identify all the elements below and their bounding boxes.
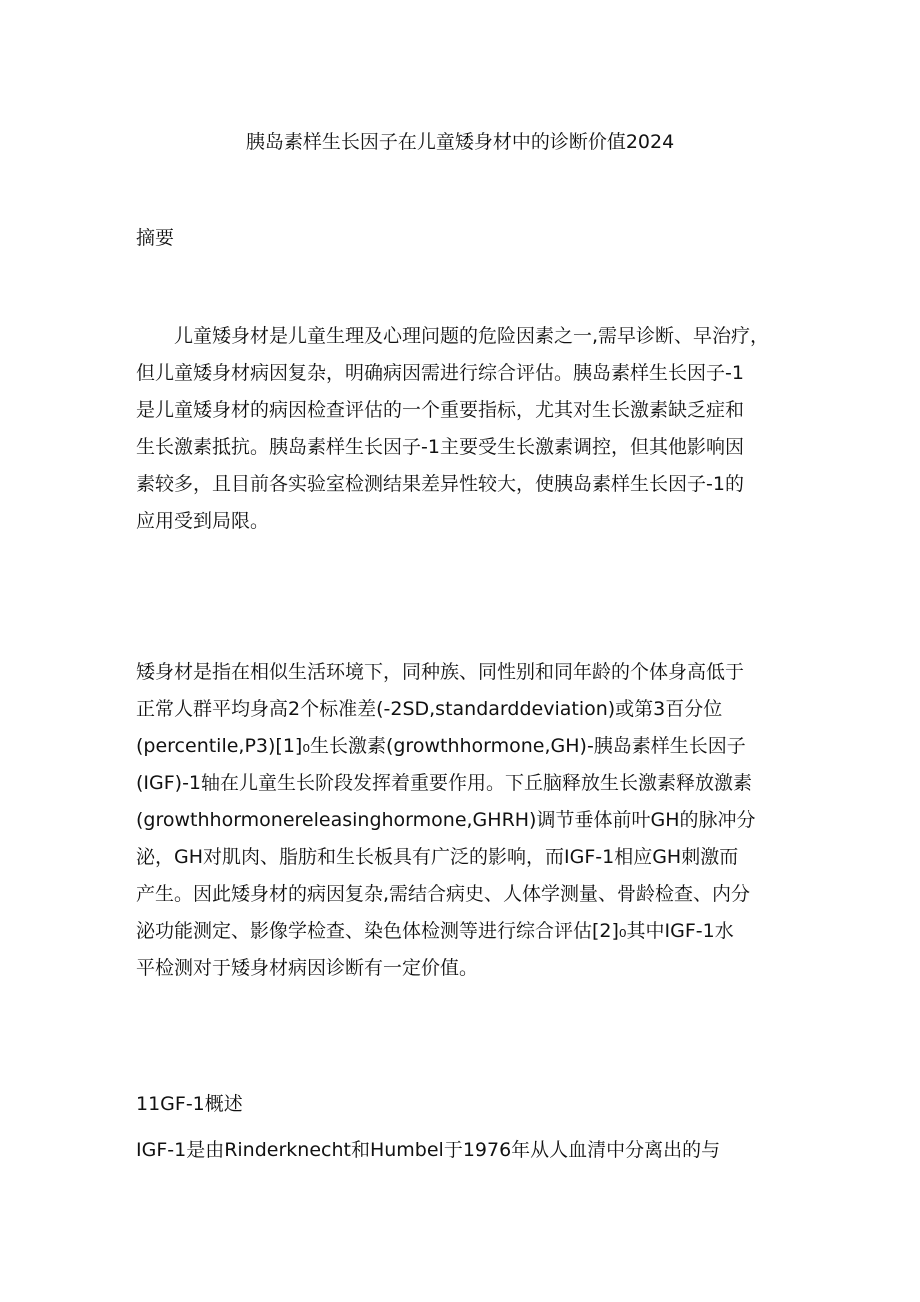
abstract-line: 是儿童矮身材的病因检查评估的一个重要指标，尤其对生长激素缺乏症和 (136, 399, 745, 421)
body-line: 产生。因此矮身材的病因复杂,需结合病史、人体学测量、骨龄检查、内分 (136, 883, 751, 905)
document-title: 胰岛素样生长因子在儿童矮身材中的诊断价值2024 (245, 131, 675, 153)
body-line: 正常人群平均身高2个标准差(-2SD,standarddeviation)或第3百分位 (136, 698, 723, 720)
abstract-line: 生长激素抵抗。胰岛素样生长因子-1主要受生长激素调控，但其他影响因 (136, 436, 744, 458)
body-line: 矮身材是指在相似生活环境下，同种族、同性别和同年龄的个体身高低于 (136, 661, 745, 683)
abstract-line: 但儿童矮身材病因复杂，明确病因需进行综合评估。胰岛素样生长因子-1 (136, 362, 744, 384)
abstract-line: 儿童矮身材是儿童生理及心理问题的危险因素之一,需早诊断、早治疗， (174, 325, 770, 347)
section-heading: 11GF-1概述 (136, 1093, 243, 1115)
section-text-line: IGF-1是由Rinderknecht和Humbel于1976年从人血清中分离出的与 (136, 1139, 721, 1161)
abstract-line: 应用受到局限。 (136, 510, 270, 532)
body-line: (percentile,P3)[1]₀生长激素(growthhormone,GH)-胰岛素样生长因子 (136, 735, 746, 757)
body-line: 平检测对于矮身材病因诊断有一定价值。 (136, 957, 479, 979)
abstract-heading: 摘要 (136, 227, 175, 249)
abstract-line: 素较多，且目前各实验室检测结果差异性较大，使胰岛素样生长因子-1的 (136, 473, 744, 495)
body-line: 泌功能测定、影像学检查、染色体检测等进行综合评估[2]₀其中IGF-1水 (136, 920, 734, 942)
body-line: (growthhormonereleasinghormone,GHRH)调节垂体前叶GH的脉冲分 (136, 809, 756, 831)
abstract-paragraph (136, 318, 796, 540)
body-line: 泌，GH对肌肉、脂肪和生长板具有广泛的影响，而IGF-1相应GH刺激而 (136, 846, 739, 868)
body-paragraph (136, 654, 796, 987)
body-line: (IGF)-1轴在儿童生长阶段发挥着重要作用。下丘脑释放生长激素释放激素 (136, 772, 753, 794)
